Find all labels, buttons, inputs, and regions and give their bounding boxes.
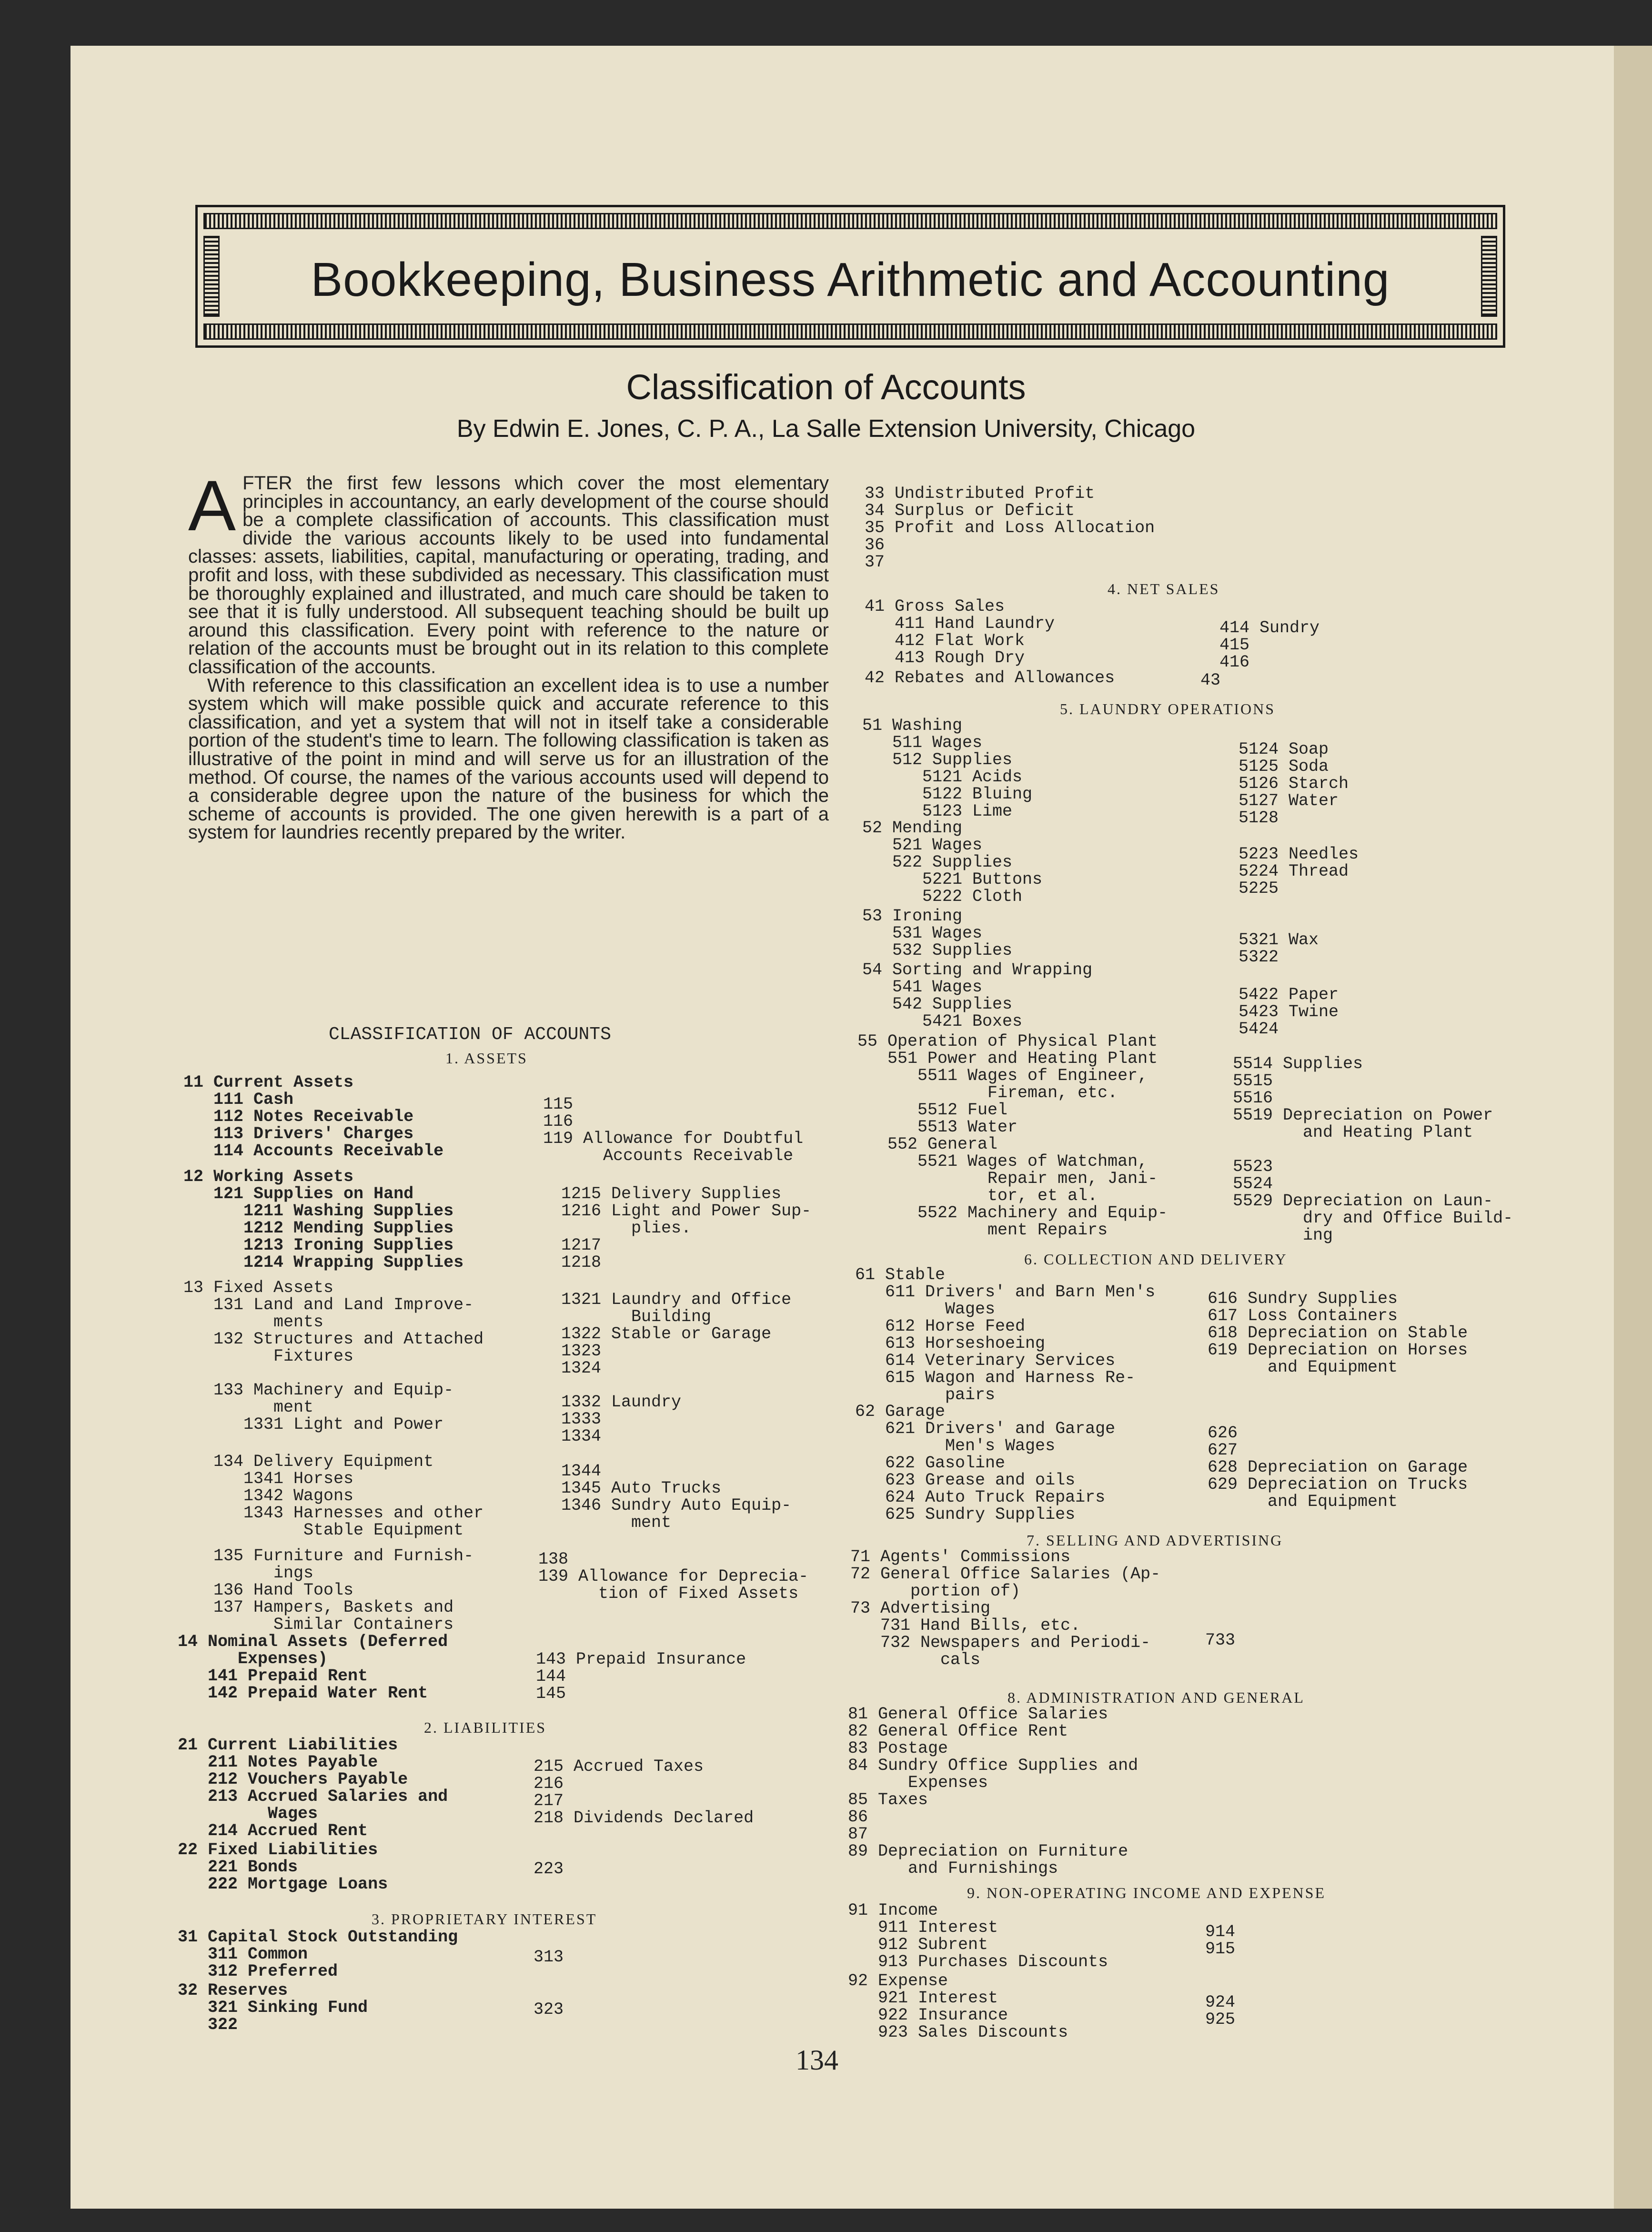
block-91-left: 91 Income 911 Interest 912 Subrent 913 Purchases Discounts bbox=[848, 1901, 1108, 1971]
block-52-left: 52 Mending 521 Wages 522 Supplies 5221 Buttons 5222 Cloth bbox=[862, 818, 1043, 906]
block-134-left: 134 Delivery Equipment 1341 Horses 1342 Wagons 1343 Harnesses and other Stable Equipment bbox=[213, 1452, 484, 1540]
block-41-left: 41 Gross Sales 411 Hand Laundry 412 Flat Work 413 Rough Dry bbox=[865, 597, 1055, 667]
heading-collection: 6. COLLECTION AND DELIVERY bbox=[1024, 1251, 1288, 1268]
block-41-right: 414 Sundry 415 416 bbox=[1219, 618, 1320, 672]
block-32-left: 32 Reserves 321 Sinking Fund 322 bbox=[178, 1981, 368, 2034]
banner-border-top bbox=[203, 213, 1497, 229]
drop-cap: A bbox=[188, 465, 236, 545]
block-62-left: 62 Garage 621 Drivers' and Garage Men's Wages 622 Gasoline 623 Grease and oils 624 Auto Truck Repairs 625 Sundry Supplies bbox=[855, 1402, 1116, 1524]
block-12-right: 1215 Delivery Supplies 1216 Light and Power Sup- plies. 1217 1218 bbox=[561, 1184, 812, 1272]
block-31-left: 31 Capital Stock Outstanding 311 Common 312 Preferred bbox=[178, 1928, 458, 1981]
article-title: Classification of Accounts bbox=[626, 367, 1026, 407]
heading-selling: 7. SELLING AND ADVERTISING bbox=[1027, 1532, 1283, 1549]
block-51-left: 51 Washing 511 Wages 512 Supplies 5121 Acids 5122 Bluing 5123 Lime bbox=[862, 716, 1033, 821]
banner-title: Bookkeeping, Business Arithmetic and Accounting bbox=[311, 253, 1390, 306]
block-62-right: 626 627 628 Depreciation on Garage 629 Depreciation on Trucks and Equipment bbox=[1208, 1424, 1468, 1511]
block-53-right: 5321 Wax 5322 bbox=[1239, 930, 1319, 967]
intro-text bbox=[188, 465, 829, 843]
block-14-left: 14 Nominal Assets (Deferred Expenses) 141 Prepaid Rent 142 Prepaid Water Rent bbox=[178, 1632, 448, 1703]
block-134-right: 1344 1345 Auto Trucks 1346 Sundry Auto Equip- ment bbox=[561, 1462, 792, 1532]
block-33-37: 33 Undistributed Profit 34 Surplus or Deficit 35 Profit and Loss Allocation 36 37 bbox=[865, 484, 1155, 572]
intro-p1-text: FTER the first few lessons which cover the most elementary principles in accountancy, an early development of the course should be a complete classification of accounts. This classification must divide the various accounts likely to be used into fundamental classes: assets, liabilities, capital, manufacturing or operating, trading, and profit and loss, with these subdivided as necessary. This classification must be thoroughly explained and illustrated, and much care should be taken to see that it is fully understood. All subsequent teaching should be built up around this classification. Every point with reference to the nature or relation of the accounts must be brought out in its relation to this complete classification of the accounts. bbox=[188, 473, 829, 677]
block-55-right: 5514 Supplies 5515 5516 5519 Depreciation on Power and Heating Plant 5523 5524 5529 Depreciation on Laun- dry and Office Build- ing bbox=[1233, 1054, 1513, 1245]
intro-paragraph-2: With reference to this classification an excellent idea is to use a number system which will make possible quick and accurate reference to this classification, and yet a system that will not in itself take a considerable portion of the student's time to learn. The following classification is taken as illustrative of the point in mind and will serve us for an illustration of the method. Of course, the names of the various accounts used will depend to a considerable degree upon the nature of the business for which the scheme of accounts is provided. The one given herewith is a part of a system for laundries recently prepared by the writer. bbox=[188, 675, 829, 843]
block-91-right: 914 915 bbox=[1205, 1922, 1236, 1959]
block-133-left: 133 Machinery and Equip- ment 1331 Light and Power bbox=[213, 1381, 454, 1434]
byline: By Edwin E. Jones, C. P. A., La Salle Extension University, Chicago bbox=[456, 415, 1196, 443]
heading-laundry-operations: 5. LAUNDRY OPERATIONS bbox=[1060, 700, 1276, 717]
block-43: 43 bbox=[1200, 671, 1221, 690]
block-11-left: 11 Current Assets 111 Cash 112 Notes Receivable 113 Drivers' Charges 114 Accounts Receivable bbox=[183, 1073, 444, 1161]
block-54-right: 5422 Paper 5423 Twine 5424 bbox=[1239, 985, 1339, 1039]
block-55-left: 55 Operation of Physical Plant 551 Power and Heating Plant 5511 Wages of Engineer, Fireman, etc. 5512 Fuel 5513 Water 552 General 5521 Wages of Watchman, Repair men, Jani- tor, et al. 5522 Machinery and Equip- ment Repairs bbox=[857, 1032, 1168, 1240]
block-11-right: 115 116 119 Allowance for Doubtful Accounts Receivable bbox=[543, 1095, 804, 1165]
block-51-right: 5124 Soap 5125 Soda 5126 Starch 5127 Water 5128 bbox=[1239, 740, 1349, 828]
block-71-left: 71 Agents' Commissions 72 General Office Salaries (Ap- portion of) 73 Advertising 731 Hand Bills, etc. 732 Newspapers and Periodi- cals bbox=[850, 1547, 1161, 1669]
block-61-left: 61 Stable 611 Drivers' and Barn Men's Wages 612 Horse Feed 613 Horseshoeing 614 Veterinary Services 615 Wagon and Harness Re- pairs bbox=[855, 1265, 1156, 1404]
heading-admin: 8. ADMINISTRATION AND GENERAL bbox=[1007, 1689, 1305, 1706]
block-13-right: 1321 Laundry and Office Building 1322 Stable or Garage 1323 1324 bbox=[561, 1290, 792, 1378]
block-92-left: 92 Expense 921 Interest 922 Insurance 923 Sales Discounts bbox=[848, 1971, 1068, 2042]
block-81-89: 81 General Office Salaries 82 General Office Rent 83 Postage 84 Sundry Office Supplies and Expenses 85 Taxes 86 87 89 Depreciation on Furniture and Furnishings bbox=[848, 1705, 1138, 1878]
block-42: 42 Rebates and Allowances bbox=[865, 668, 1115, 687]
block-22-left: 22 Fixed Liabilities 221 Bonds 222 Mortgage Loans bbox=[178, 1840, 388, 1894]
block-53-left: 53 Ironing 531 Wages 532 Supplies bbox=[862, 907, 1013, 960]
block-22-right: 223 bbox=[534, 1859, 564, 1879]
block-12-left: 12 Working Assets 121 Supplies on Hand 1211 Washing Supplies 1212 Mending Supplies 1213 Ironing Supplies 1214 Wrapping Supplies bbox=[183, 1167, 464, 1272]
banner-border-bottom bbox=[203, 323, 1497, 340]
block-135-right: 138 139 Allowance for Deprecia- tion of Fixed Assets bbox=[538, 1550, 809, 1603]
intro-paragraph-1 bbox=[188, 465, 829, 677]
block-133-right: 1332 Laundry 1333 1334 bbox=[561, 1393, 682, 1446]
block-52-right: 5223 Needles 5224 Thread 5225 bbox=[1239, 845, 1359, 898]
block-21-left: 21 Current Liabilities 211 Notes Payable 212 Vouchers Payable 213 Accrued Salaries and Wages 214 Accrued Rent bbox=[178, 1736, 448, 1840]
block-61-right: 616 Sundry Supplies 617 Loss Containers 618 Depreciation on Stable 619 Depreciation on Horses and Equipment bbox=[1208, 1289, 1468, 1377]
block-71-right: 733 bbox=[1205, 1631, 1236, 1650]
heading-net-sales: 4. NET SALES bbox=[1108, 580, 1220, 597]
section-banner bbox=[195, 205, 1505, 348]
heading-assets: 1. ASSETS bbox=[445, 1050, 528, 1067]
block-32-right: 323 bbox=[534, 2000, 564, 2019]
banner-border-left bbox=[203, 236, 220, 317]
page-number: 134 bbox=[796, 2044, 838, 2076]
block-21-right: 215 Accrued Taxes 216 217 218 Dividends Declared bbox=[534, 1757, 754, 1828]
block-54-left: 54 Sorting and Wrapping 541 Wages 542 Supplies 5421 Boxes bbox=[862, 960, 1093, 1031]
block-92-right: 924 925 bbox=[1205, 1993, 1236, 2029]
block-13-left: 13 Fixed Assets 131 Land and Land Improve- ments 132 Structures and Attached Fixtures bbox=[183, 1278, 484, 1366]
block-31-right: 313 bbox=[534, 1948, 564, 1967]
heading-liabilities: 2. LIABILITIES bbox=[424, 1719, 547, 1736]
block-135-left: 135 Furniture and Furnish- ings 136 Hand Tools 137 Hampers, Baskets and Similar Containers bbox=[213, 1546, 474, 1634]
classification-heading: CLASSIFICATION OF ACCOUNTS bbox=[329, 1024, 611, 1045]
heading-nonoperating: 9. NON-OPERATING INCOME AND EXPENSE bbox=[967, 1884, 1326, 1901]
heading-proprietary: 3. PROPRIETARY INTEREST bbox=[372, 1910, 597, 1928]
banner-border-right bbox=[1481, 236, 1497, 317]
block-14-right: 143 Prepaid Insurance 144 145 bbox=[536, 1650, 746, 1703]
